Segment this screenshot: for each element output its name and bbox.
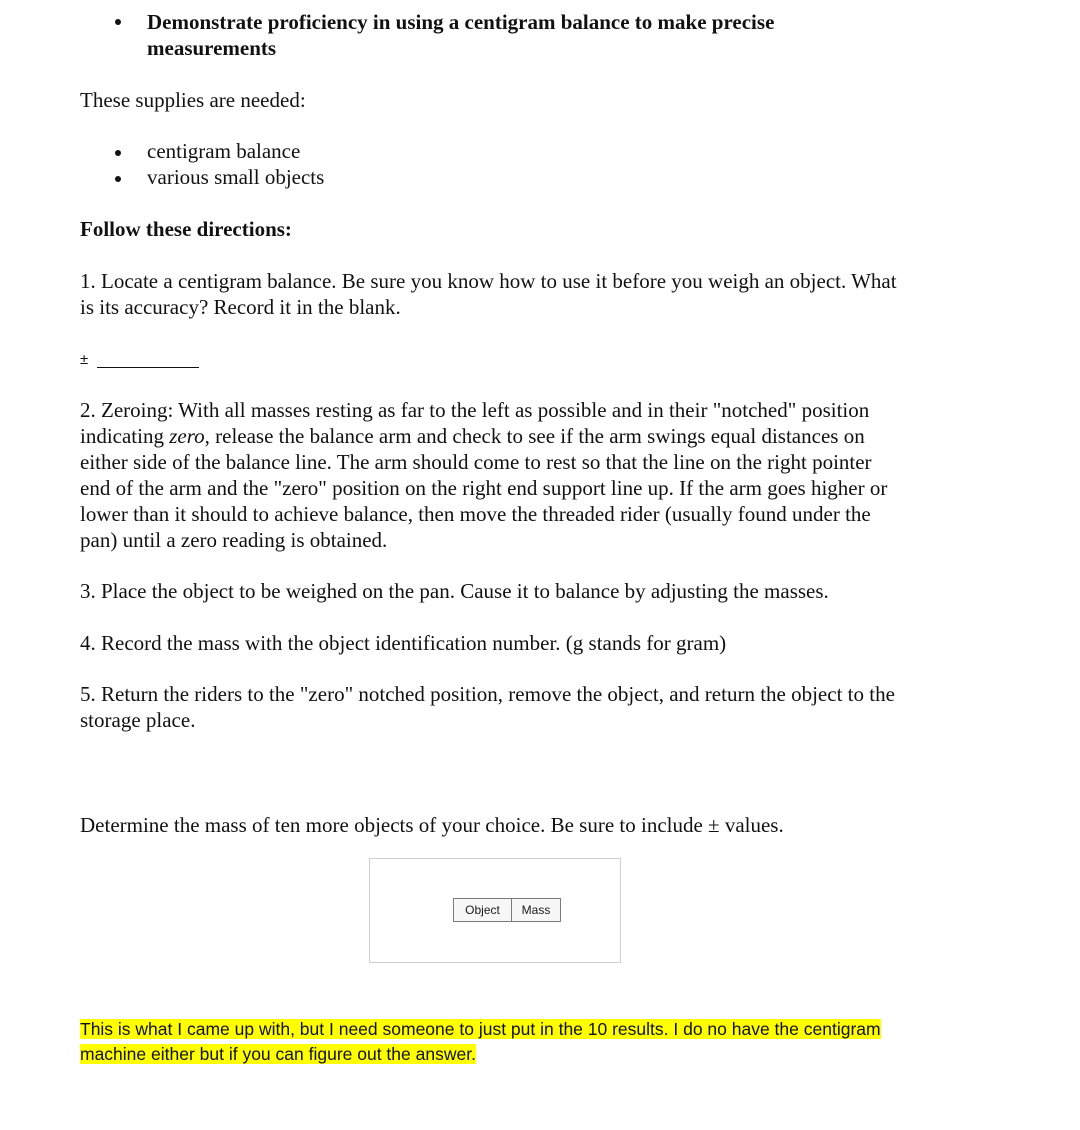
- bullet-icon: [115, 150, 121, 156]
- step-2-line-2-post: , release the balance arm and check to see if the arm swings equal distances on: [204, 424, 865, 448]
- note-line-1: This is what I came up with, but I need someone to just put in the 10 results. I do no have the centigram: [80, 1019, 881, 1039]
- step-2-line-2-emphasis: zero: [169, 424, 205, 448]
- objective-line-2: measurements: [147, 36, 277, 60]
- highlighted-note: [80, 1017, 980, 1067]
- step-2-line-2: [80, 423, 865, 449]
- supply-item: various small objects: [147, 165, 325, 189]
- step-2-line-5: lower than it should to achieve balance, then move the threaded rider (usually found under the: [80, 502, 871, 526]
- accuracy-blank[interactable]: [97, 367, 199, 368]
- step-2-line-4: end of the arm and the "zero" position on the right end support line up. If the arm goes higher or: [80, 476, 888, 500]
- step-1-line-1: 1. Locate a centigram balance. Be sure you know how to use it before you weigh an object. What: [80, 269, 897, 293]
- plus-minus-sign: ±: [80, 351, 89, 368]
- table-header-row: [454, 899, 561, 922]
- note-line-2: machine either but if you can figure out the answer.: [80, 1044, 476, 1064]
- directions-heading: Follow these directions:: [80, 217, 292, 241]
- supplies-intro: These supplies are needed:: [80, 88, 306, 112]
- step-2-line-3: either side of the balance line. The arm should come to rest so that the line on the right pointer: [80, 450, 872, 474]
- step-1-line-2: is its accuracy? Record it in the blank.: [80, 295, 401, 319]
- determine-instruction: Determine the mass of ten more objects of your choice. Be sure to include ± values.: [80, 813, 784, 837]
- bullet-icon: [115, 19, 121, 25]
- step-2-line-6: pan) until a zero reading is obtained.: [80, 528, 388, 552]
- step-5-line-1: 5. Return the riders to the "zero" notched position, remove the object, and return the object to the: [80, 682, 895, 706]
- step-3: 3. Place the object to be weighed on the pan. Cause it to balance by adjusting the masses.: [80, 579, 829, 603]
- supply-item: centigram balance: [147, 139, 301, 163]
- step-4: 4. Record the mass with the object identification number. (g stands for gram): [80, 631, 727, 655]
- bullet-icon: [115, 176, 121, 182]
- table-header-mass: Mass: [512, 899, 561, 922]
- step-2-line-1: 2. Zeroing: With all masses resting as far to the left as possible and in their "notched" position: [80, 398, 870, 422]
- objective-line-1: Demonstrate proficiency in using a centigram balance to make precise: [147, 10, 775, 34]
- results-table: [453, 898, 561, 922]
- step-5-line-2: storage place.: [80, 708, 196, 732]
- step-2-line-2-pre: indicating: [80, 424, 170, 448]
- table-header-object: Object: [454, 899, 512, 922]
